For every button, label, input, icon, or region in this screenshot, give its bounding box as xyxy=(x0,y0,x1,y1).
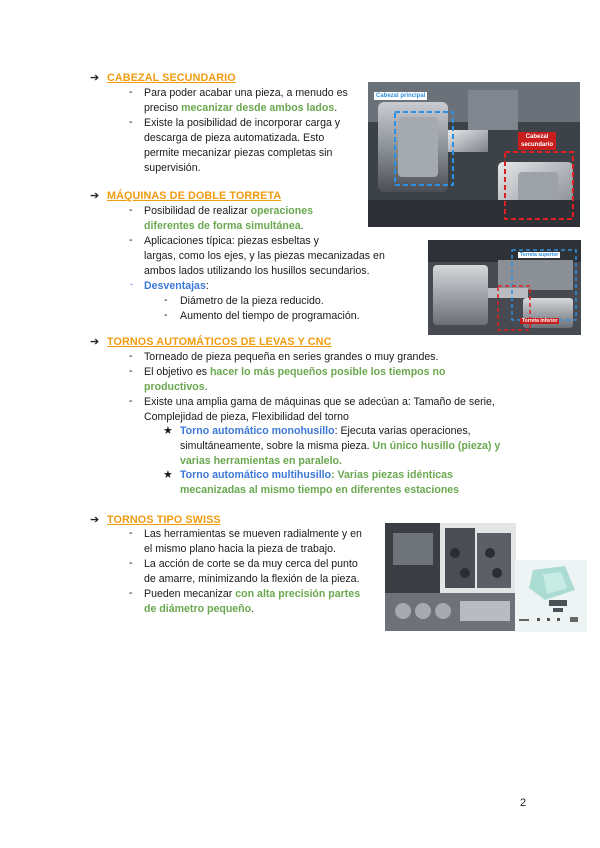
dash-bullet: - xyxy=(129,527,133,539)
doble-torreta-photo xyxy=(428,240,581,335)
text-line xyxy=(180,424,471,439)
label-part: secundario xyxy=(521,142,554,148)
highlight-text: : Varias piezas idénticas xyxy=(331,469,453,481)
text-line: el mismo plano hacia la pieza de trabajo. xyxy=(144,543,336,555)
image-label: Torreta inferior xyxy=(522,318,558,324)
dash-bullet: - xyxy=(164,309,168,321)
highlight-text: mecanizadas al mismo tiempo en diferentes estaciones xyxy=(180,484,460,496)
image-label: Torreta superior xyxy=(520,252,559,258)
text-line: Existe la posibilidad de incorporar carga y xyxy=(144,117,341,129)
text: El objetivo es xyxy=(144,366,210,378)
text: . xyxy=(334,102,338,114)
highlight-text: operaciones xyxy=(250,205,314,217)
highlight-text: Un único husillo (pieza) y xyxy=(372,440,501,452)
text-line xyxy=(144,219,304,234)
dash-bullet: - xyxy=(129,234,133,246)
highlight-text: mecanizar desde ambos lados xyxy=(181,102,335,114)
text: : xyxy=(205,280,209,292)
dash-bullet: - xyxy=(129,350,133,362)
text-line: La acción de corte se da muy cerca del punto xyxy=(144,558,358,570)
text-line: Existe una amplia gama de máquinas que se adecúan a: Tamaño de serie, xyxy=(144,396,495,408)
highlight-text: de diámetro pequeño xyxy=(144,603,252,615)
text-line: supervisión. xyxy=(144,162,201,174)
dash-bullet: - xyxy=(129,86,133,98)
arrow-bullet-icon: ➔ xyxy=(90,190,100,202)
highlight-text: hacer lo más pequeños posible los tiempos no xyxy=(209,366,446,378)
text-line xyxy=(144,365,445,380)
star-bullet-icon: ★ xyxy=(163,425,173,437)
highlight-text: varias herramientas en paralelo. xyxy=(180,455,342,467)
section-title-automaticos: TORNOS AUTOMÁTICOS DE LEVAS Y CNC xyxy=(107,336,332,348)
image-label: Cabezal principal xyxy=(376,93,426,99)
dash-bullet: - xyxy=(129,557,133,569)
text-line xyxy=(144,380,208,395)
text-line: permite mecanizar piezas completas sin xyxy=(144,147,333,159)
text-line xyxy=(180,439,500,454)
text: . xyxy=(251,603,255,615)
text-line: Complejidad de pieza, Flexibilidad del torno xyxy=(144,411,349,423)
text-line xyxy=(144,602,254,617)
dash-bullet: - xyxy=(164,294,168,306)
text: . xyxy=(300,220,304,232)
dash-bullet: - xyxy=(129,204,133,216)
section-title-cabezal: CABEZAL SECUNDARIO xyxy=(107,72,236,84)
text: Pueden mecanizar xyxy=(144,588,236,600)
text-line: Para poder acabar una pieza, a menudo es xyxy=(144,87,348,99)
text-line xyxy=(180,483,459,498)
label-part: Cabezal xyxy=(525,134,549,140)
arrow-bullet-icon: ➔ xyxy=(90,514,100,526)
highlight-text: con alta precisión partes xyxy=(235,588,361,600)
text-line: Aumento del tiempo de programación. xyxy=(180,310,360,322)
dash-bullet: - xyxy=(129,587,133,599)
text: preciso xyxy=(144,102,182,114)
text: . xyxy=(204,381,208,393)
dash-bullet: - xyxy=(130,279,133,289)
page-number: 2 xyxy=(520,797,527,809)
star-bullet-icon: ★ xyxy=(163,469,173,481)
text-line: largas, como los ejes, y las piezas mecanizadas en xyxy=(144,250,385,262)
text: Posibilidad de realizar xyxy=(144,205,251,217)
text-line: ambos lados utilizando los husillos secundarios. xyxy=(144,265,370,277)
text: : Ejecuta varias operaciones, xyxy=(334,425,471,437)
text-line xyxy=(144,204,313,219)
section-title-doble-torreta: MÁQUINAS DE DOBLE TORRETA xyxy=(107,190,282,202)
arrow-bullet-icon: ➔ xyxy=(90,336,100,348)
highlight-text: Torno automático monohusillo xyxy=(180,425,335,437)
image-label xyxy=(518,132,556,150)
dash-bullet: - xyxy=(129,395,133,407)
cabezal-secundario-photo xyxy=(368,82,580,227)
text-line xyxy=(180,468,453,483)
small-parts-illustration xyxy=(515,560,587,632)
dash-bullet: - xyxy=(129,365,133,377)
swiss-lathe-photo xyxy=(385,523,516,631)
dash-bullet: - xyxy=(129,116,133,128)
text-line: descarga de pieza automatizada. Esto xyxy=(144,132,325,144)
text-line xyxy=(144,101,337,116)
text-line: Aplicaciones típica: piezas esbeltas y xyxy=(144,235,319,247)
text-line: Diámetro de la pieza reducido. xyxy=(180,295,324,307)
section-title-swiss: TORNOS TIPO SWISS xyxy=(107,514,221,526)
text: simultáneamente, sobre la misma pieza. xyxy=(180,440,373,452)
highlight-text: productivos xyxy=(144,381,205,393)
text-line xyxy=(180,454,342,469)
highlight-text: Desventajas xyxy=(144,280,206,292)
arrow-bullet-icon: ➔ xyxy=(90,72,100,84)
text-line: Torneado de pieza pequeña en series grandes o muy grandes. xyxy=(144,351,439,363)
highlight-text: Torno automático multihusillo xyxy=(180,469,332,481)
text-line xyxy=(144,587,360,602)
text-line: de amarre, minimizando la flexión de la pieza. xyxy=(144,573,360,585)
text-line: Las herramientas se mueven radialmente y en xyxy=(144,528,362,540)
text-line xyxy=(144,279,209,294)
highlight-text: diferentes de forma simultánea xyxy=(144,220,301,232)
